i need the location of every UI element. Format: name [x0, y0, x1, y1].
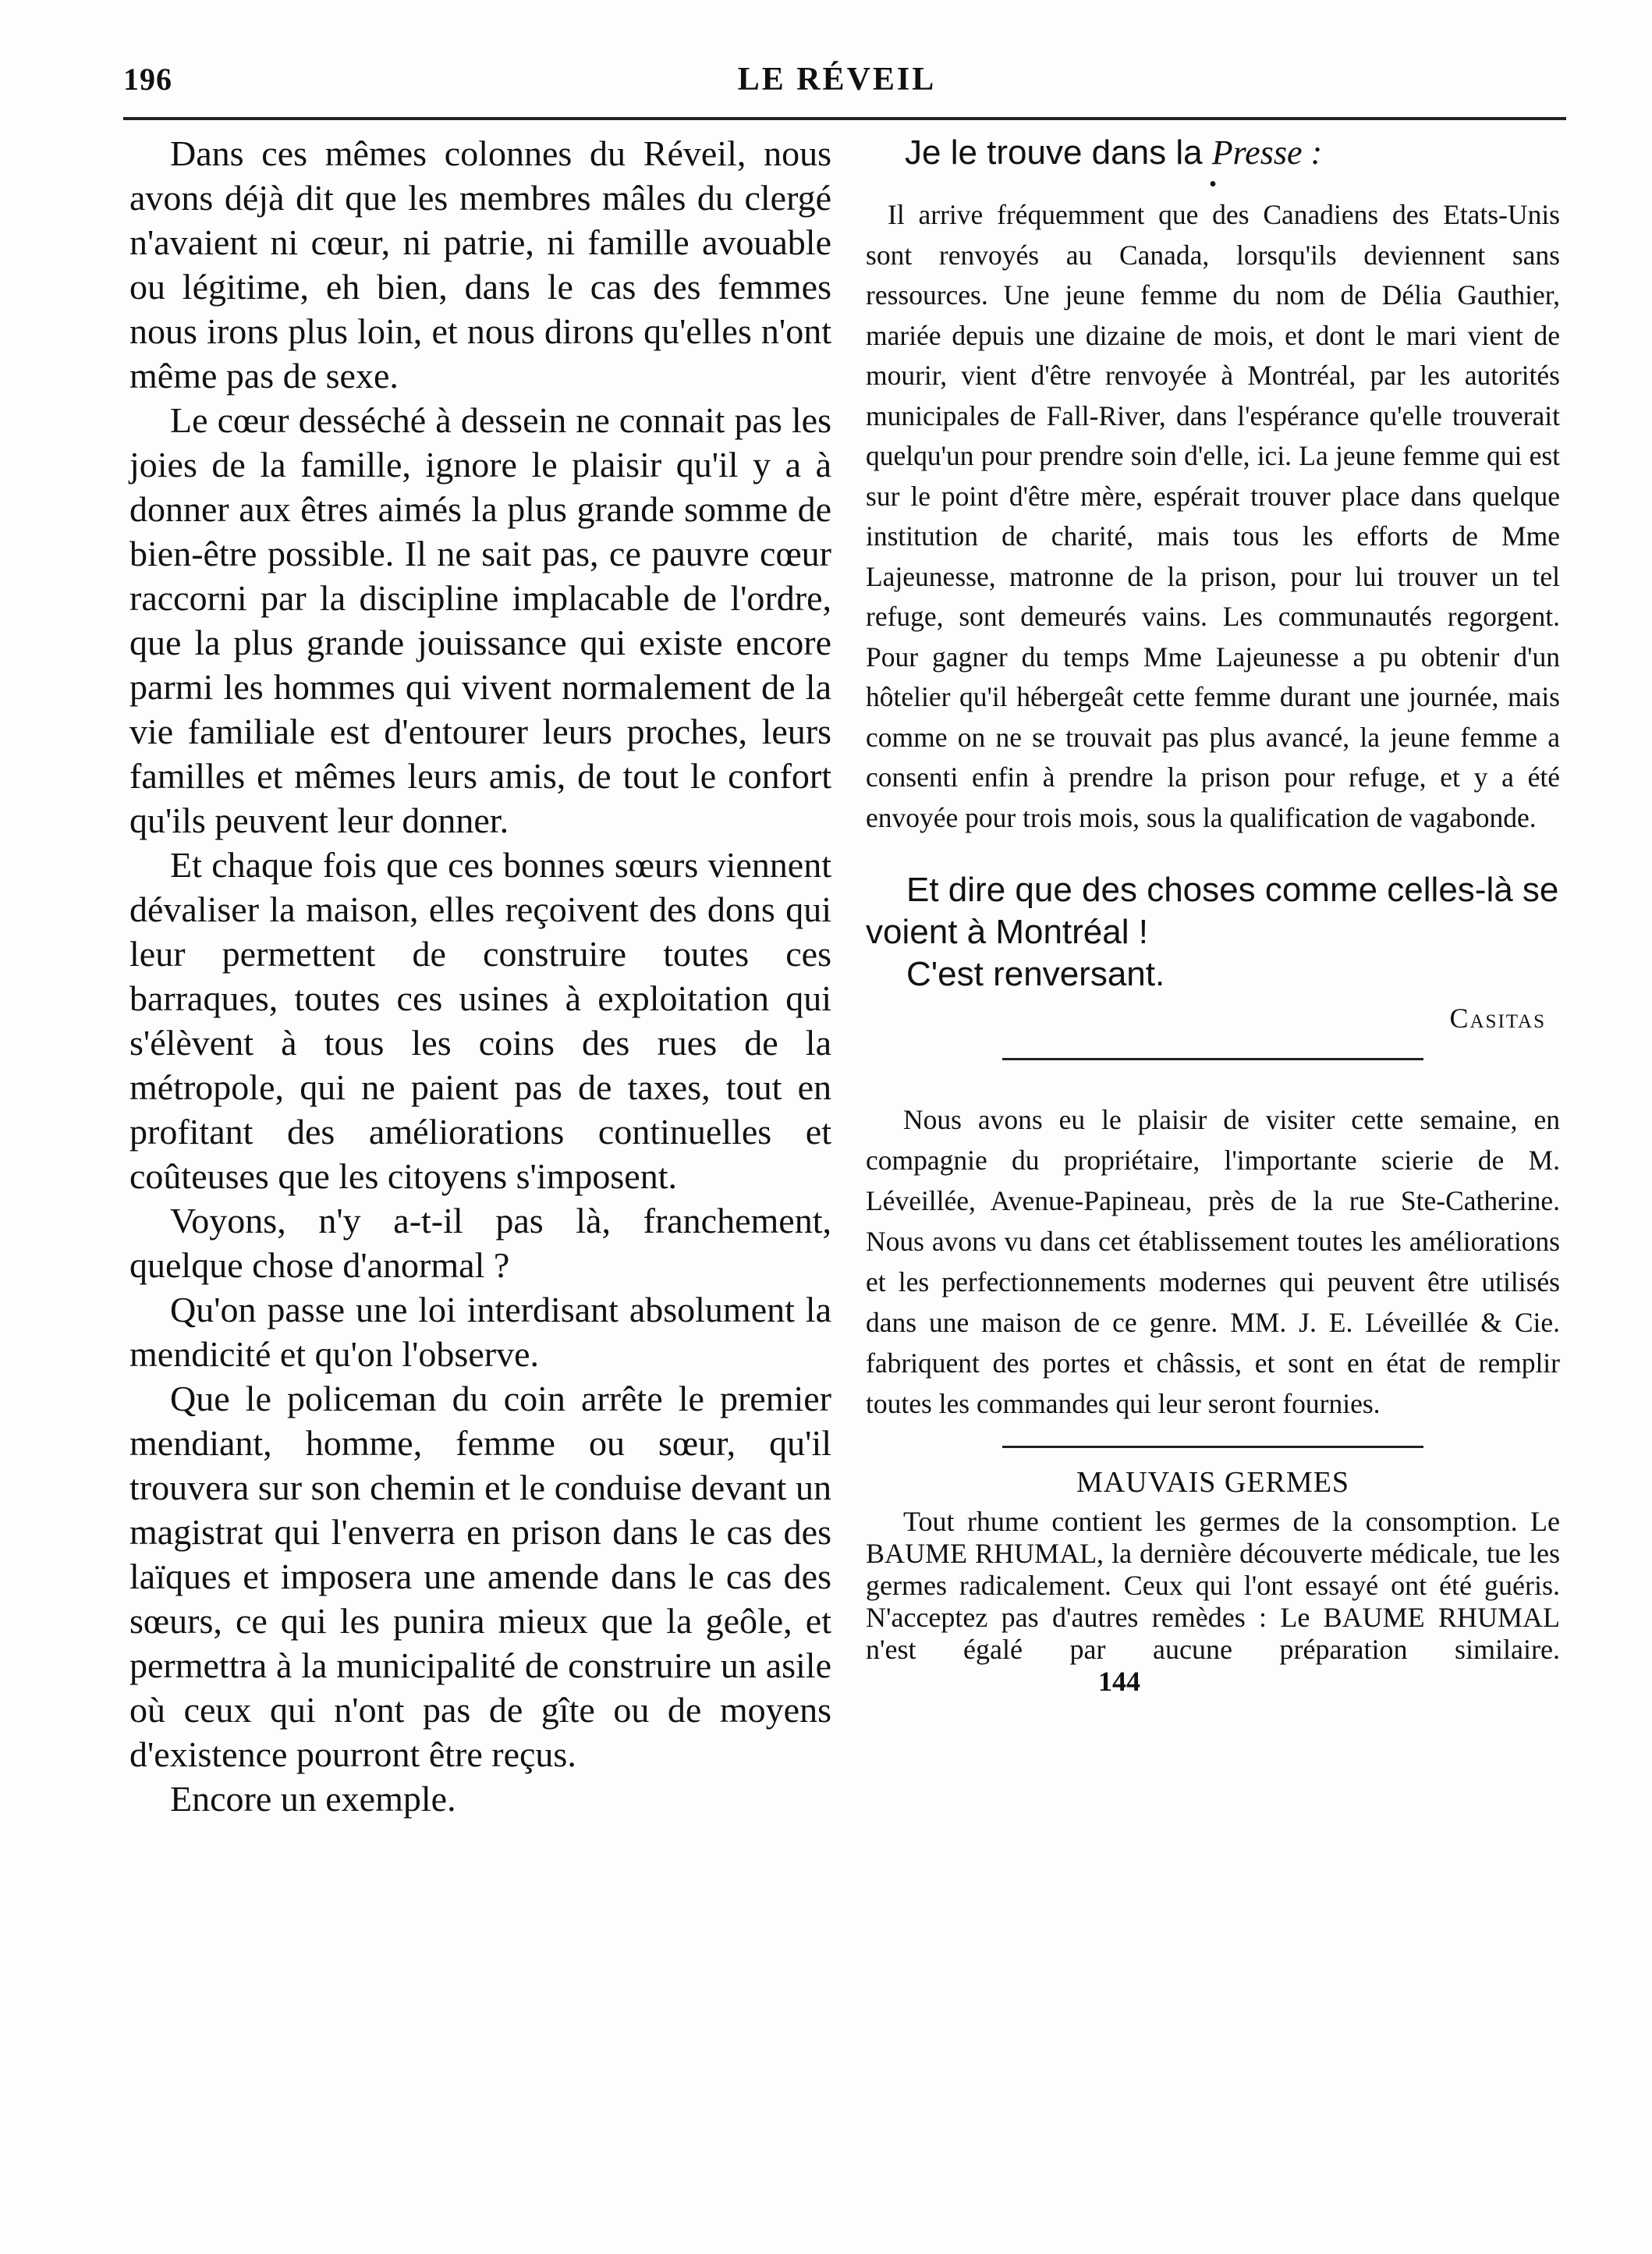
- article-paragraph: Qu'on passe une loi interdisant absolument la mendicité et qu'on l'observe.: [129, 1290, 831, 1374]
- header-rule: [123, 117, 1566, 120]
- advertisement-body: [866, 1506, 1560, 1698]
- article-paragraph: Dans ces mêmes colonnes du Réveil, nous avons déjà dit que les membres mâles du clergé n'avaient ni cœur, ni patrie, ni famille avouable ou légitime, eh bien, dans le cas des femmes nous irons plus loin, et nous dirons qu'elles n'ont même pas de sexe.: [129, 133, 831, 396]
- section-divider: [1002, 1446, 1423, 1448]
- article-paragraph: Que le policeman du coin arrête le premier mendiant, homme, femme ou sœur, qu'il trouvera sur son chemin et le conduise devant un magistrat qui l'enverra en prison dans le cas des laïques et imposera une amende dans le cas des sœurs, ce qui les punira mieux que la geôle, et permettra à la municipalité de construire un asile où ceux qui n'ont pas de gîte ou de moyens d'existence pourront être reçus.: [129, 1379, 831, 1774]
- page-header: [123, 61, 1551, 108]
- quote-intro: [905, 131, 1560, 175]
- article-paragraph: Et chaque fois que ces bonnes sœurs viennent dévaliser la maison, elles reçoivent des dons qui leur permettent de construire toutes ces barraques, toutes ces usines à exploitation qui s'élèvent à tous les coins des rues de la métropole, qui ne paient pas de taxes, tout en profitant des améliorations continuelles et coûteuses que les citoyens s'imposent.: [129, 845, 831, 1196]
- advertisement-text: Tout rhume contient les germes de la consomption. Le BAUME RHUMAL, la dernière découverte médicale, tue les germes radicalement. Ceux qui l'ont essayé ont été guéris. N'acceptez pas d'autres remèdes : Le BAUME RHUMAL n'est égalé par aucune préparation similaire.: [866, 1506, 1560, 1665]
- conclusion-sentence: C'est renversant.: [906, 955, 1165, 993]
- author-signature: Casitas: [1449, 1003, 1546, 1034]
- quote-source: Presse :: [1211, 133, 1323, 172]
- page-number: 196: [123, 62, 172, 97]
- article-paragraph: Voyons, n'y a-t-il pas là, franchement, quelque chose d'anormal ?: [129, 1201, 831, 1285]
- article-paragraph: Encore un exemple.: [170, 1779, 456, 1819]
- quote-intro-text: Je le trouve dans la: [905, 133, 1212, 172]
- advertisement-title: MAUVAIS GERMES: [1076, 1466, 1350, 1499]
- conclusion-sentence: Et dire que des choses comme celles-là se voient à Montréal !: [866, 871, 1559, 951]
- left-column: [129, 131, 831, 1821]
- advertisement-number: 144: [1098, 1666, 1140, 1697]
- article-conclusion: [866, 869, 1560, 996]
- right-column: [866, 131, 1560, 1698]
- article-paragraph: Le cœur desséché à dessein ne connait pas les joies de la famille, ignore le plaisir qu'il y a à donner aux êtres aimés la plus grande somme de bien-être possible. Il ne sait pas, ce pauvre cœur raccorni par la discipline implacable de l'ordre, que la plus grande jouissance qui existe encore parmi les hommes qui vivent normalement de la vie familiale est d'entourer leurs proches, leurs familles et mêmes leurs amis, de tout le confort qu'ils peuvent leur donner.: [129, 400, 831, 840]
- section-divider: [1002, 1058, 1423, 1060]
- journal-title: LE RÉVEIL: [737, 62, 937, 98]
- business-notice: Nous avons eu le plaisir de visiter cette semaine, en compagnie du propriétaire, l'importante scierie de M. Léveillée, Avenue-Papineau, près de la rue Ste-Catherine. Nous avons vu dans cet établissement toutes les améliorations et les perfectionnements modernes qui peuvent être utilisés dans une maison de ce genre. MM. J. E. Léveillée & Cie. fabriquent des portes et châssis, et sont en état de remplir toutes les commandes qui leur seront fournies.: [866, 1104, 1560, 1419]
- quoted-article: Il arrive fréquemment que des Canadiens des Etats-Unis sont renvoyés au Canada, lorsqu'ils deviennent sans ressources. Une jeune femme du nom de Délia Gauthier, mariée depuis une dizaine de mois, et dont le mari vient de mourir, vient d'être renvoyée à Montréal, par les autorités municipales de Fall-River, dans l'espérance qu'elle trouverait quelqu'un pour prendre soin d'elle, ici. La jeune femme qui est sur le point d'être mère, espérait trouver place dans quelque institution de charité, mais tous les efforts de Mme Lajeunesse, matronne de la prison, pour lui trouver un tel refuge, sont demeurés vains. Les communautés regorgent. Pour gagner du temps Mme Lajeunesse a pu obtenir d'un hôtelier qu'il hébergeât cette femme durant une journée, mais comme on ne se trouvait pas plus avancé, la jeune femme a consenti enfin à prendre la prison pour refuge, et y a été envoyée pour trois mois, sous la qualification de vagabonde.: [866, 199, 1560, 833]
- bullet-mark: •: [1209, 172, 1217, 197]
